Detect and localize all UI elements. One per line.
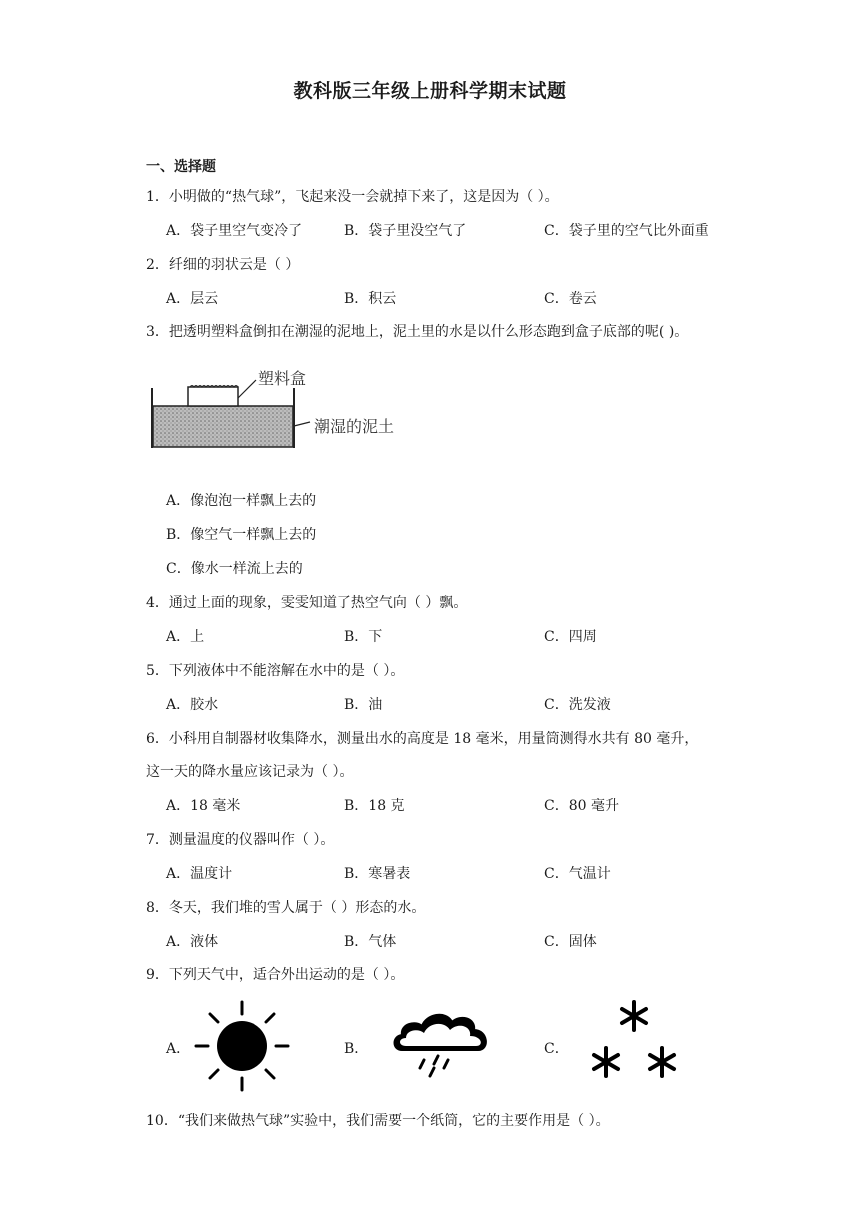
q9-option-c: C． [544, 1041, 569, 1057]
question-1: 1．小明做的“热气球”，飞起来没一会就掉下来了，这是因为（ ）。 [146, 189, 559, 205]
q8-option-a: A．液体 [166, 934, 219, 950]
question-6: 6．小科用自制器材收集降水，测量出水的高度是 18 毫米，用量筒测得水共有 80 毫升， [146, 731, 699, 747]
figure-label-soil: 潮湿的泥土 [314, 417, 395, 436]
section-heading: 一、选择题 [146, 159, 216, 175]
q2-option-a: A．层云 [166, 291, 219, 307]
q8-option-b: B．气体 [344, 934, 397, 950]
question-9: 9．下列天气中，适合外出运动的是（ ）。 [146, 967, 405, 983]
q4-option-a: A．上 [166, 629, 205, 645]
q5-option-a: A．胶水 [166, 697, 219, 713]
q6-option-b: B．18 克 [344, 798, 405, 814]
question-2: 2．纤细的羽状云是（ ） [146, 257, 300, 273]
page-title: 教科版三年级上册科学期末试题 [293, 80, 567, 102]
rain-cloud-icon [390, 1006, 494, 1080]
question-3: 3．把透明塑料盒倒扣在潮湿的泥地上，泥土里的水是以什么形态跑到盒子底部的呢( )。 [146, 324, 689, 340]
q2-option-b: B．积云 [344, 291, 397, 307]
q9-option-b: B． [344, 1041, 369, 1057]
q4-option-b: B．下 [344, 629, 383, 645]
q6-option-c: C．80 毫升 [544, 798, 619, 814]
q7-option-a: A．温度计 [166, 866, 233, 882]
q2-option-c: C．卷云 [544, 291, 597, 307]
q6-option-a: A．18 毫米 [166, 798, 241, 814]
q1-option-a: A．袋子里空气变冷了 [166, 223, 303, 239]
q3-option-b: B．像空气一样飘上去的 [166, 527, 317, 543]
question-8: 8．冬天，我们堆的雪人属于（ ）形态的水。 [146, 900, 426, 916]
q7-option-b: B．寒暑表 [344, 866, 411, 882]
q1-option-c: C．袋子里的空气比外面重 [544, 223, 709, 239]
figure-label-box: 塑料盒 [258, 369, 307, 388]
question-6-continued: 这一天的降水量应该记录为（ ）。 [146, 764, 354, 780]
q5-option-b: B．油 [344, 697, 383, 713]
q7-option-c: C．气温计 [544, 866, 611, 882]
question-4: 4．通过上面的现象，雯雯知道了热空气向（ ）飘。 [146, 595, 468, 611]
q5-option-c: C．洗发液 [544, 697, 611, 713]
question-7: 7．测量温度的仪器叫作（ ）。 [146, 832, 335, 848]
q1-option-b: B．袋子里没空气了 [344, 223, 467, 239]
q3-option-c: C．像水一样流上去的 [166, 561, 303, 577]
plastic-box-soil-figure [148, 360, 418, 452]
q8-option-c: C．固体 [544, 934, 597, 950]
question-10: 10．“我们来做热气球”实验中，我们需要一个纸筒，它的主要作用是（ ）。 [146, 1113, 610, 1129]
snow-icon [582, 996, 686, 1086]
q4-option-c: C．四周 [544, 629, 597, 645]
question-5: 5．下列液体中不能溶解在水中的是（ ）。 [146, 663, 405, 679]
q9-option-a: A． [166, 1041, 191, 1057]
q3-option-a: A．像泡泡一样飘上去的 [166, 493, 317, 509]
sun-icon [192, 998, 292, 1094]
